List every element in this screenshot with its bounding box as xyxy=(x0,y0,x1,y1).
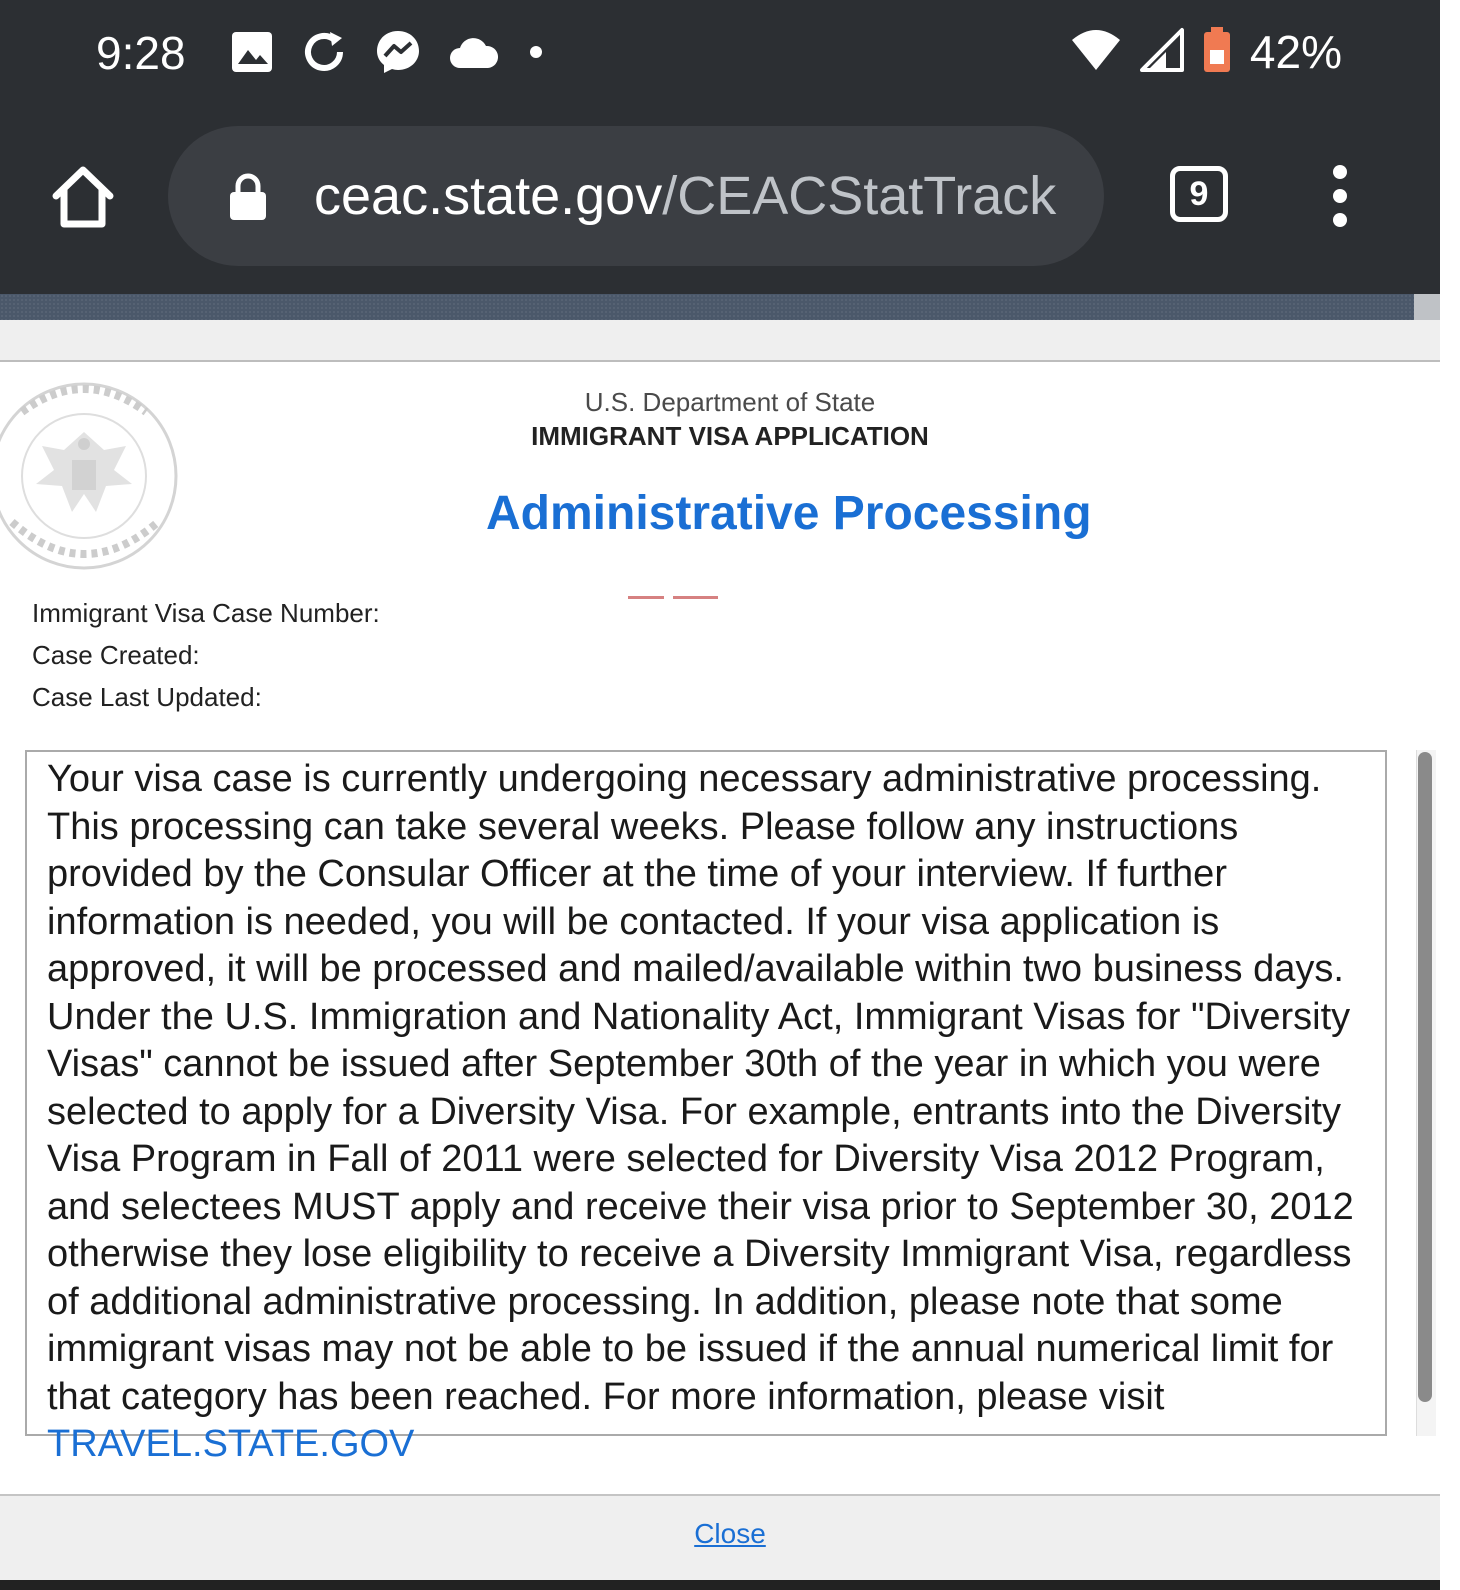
more-vert-icon xyxy=(1320,164,1360,228)
battery-percent: 42% xyxy=(1249,26,1342,78)
battery-icon xyxy=(1202,26,1232,79)
browser-menu-button[interactable] xyxy=(1320,164,1360,228)
tab-count: 9 xyxy=(1189,174,1209,213)
page-top-strip xyxy=(0,294,1414,320)
signal-icon xyxy=(1140,28,1184,77)
wifi-icon xyxy=(1070,28,1122,77)
status-message-box[interactable] xyxy=(25,750,1387,1465)
message-scrollbar-thumb[interactable] xyxy=(1418,752,1432,1402)
application-title: IMMIGRANT VISA APPLICATION xyxy=(531,421,929,451)
dialog-top-band xyxy=(0,320,1440,362)
case-created-row xyxy=(32,634,364,676)
status-message xyxy=(47,756,1377,1469)
case-updated-row xyxy=(32,676,364,718)
travel-state-gov-link[interactable]: TRAVEL.STATE.GOV xyxy=(47,1423,415,1465)
browser-toolbar xyxy=(0,110,1440,294)
home-icon xyxy=(48,162,118,232)
lock-icon xyxy=(228,172,268,227)
status-message-text: Your visa case is currently undergoing necessary administrative processing. This processing can take several weeks. Please follow any instructions provided by the Consular Officer at the time of your interview. If further information is needed, you will be contacted. If your visa application is approved, it will be processed and mailed/available within two business days. Under the U.S. Immigration and Nationality Act, Immigrant Visas for "Diversity Visas" cannot be issued after September 30th of the year in which you were selected to apply for a Diversity Visa. For example, entrants into the Diversity Visa Program in Fall of 2011 were selected for Diversity Visa 2012 Program, and selectees MUST apply and receive their visa prior to September 30, 2012 otherwise they lose eligibility to receive a Diversity Immigrant Visa, regardless of additional administrative processing. In addition, please note that some immigrant visas may not be able to be issued if the annual numerical limit for that category has been reached. xyxy=(47,758,1354,1418)
page-title: Administrative Processing xyxy=(486,487,1092,540)
url-domain: ceac.state.gov xyxy=(314,166,663,226)
case-number-label: Immigrant Visa Case Number: xyxy=(32,598,380,628)
cloud-icon xyxy=(448,34,500,70)
image-icon xyxy=(230,30,274,74)
status-time: 9:28 xyxy=(96,27,186,79)
notification-icons xyxy=(230,28,546,76)
url-path: /CEACStatTrack xyxy=(662,166,1057,226)
case-number-row xyxy=(32,592,380,634)
dialog-footer xyxy=(0,1494,1440,1582)
more-info-text: For more information, please visit xyxy=(602,1375,1165,1418)
redacted-case-number xyxy=(628,596,718,599)
case-updated-label: Case Last Updated: xyxy=(32,682,262,712)
url-field[interactable] xyxy=(168,126,1104,266)
url-text xyxy=(314,164,1074,228)
case-info xyxy=(32,592,380,718)
bottom-edge xyxy=(0,1580,1440,1590)
status-bar xyxy=(0,0,1440,110)
sync-icon xyxy=(300,28,348,76)
messenger-icon xyxy=(374,28,422,76)
close-button[interactable]: Close xyxy=(694,1518,766,1549)
system-icons xyxy=(1070,24,1342,80)
page-scrollbar-corner xyxy=(1414,294,1440,320)
tab-switcher-button[interactable] xyxy=(1170,166,1228,222)
dot-icon xyxy=(526,42,546,62)
home-button[interactable] xyxy=(48,162,118,232)
case-created-label: Case Created: xyxy=(32,640,200,670)
department-name: U.S. Department of State xyxy=(584,387,876,417)
page-header xyxy=(0,386,1460,452)
